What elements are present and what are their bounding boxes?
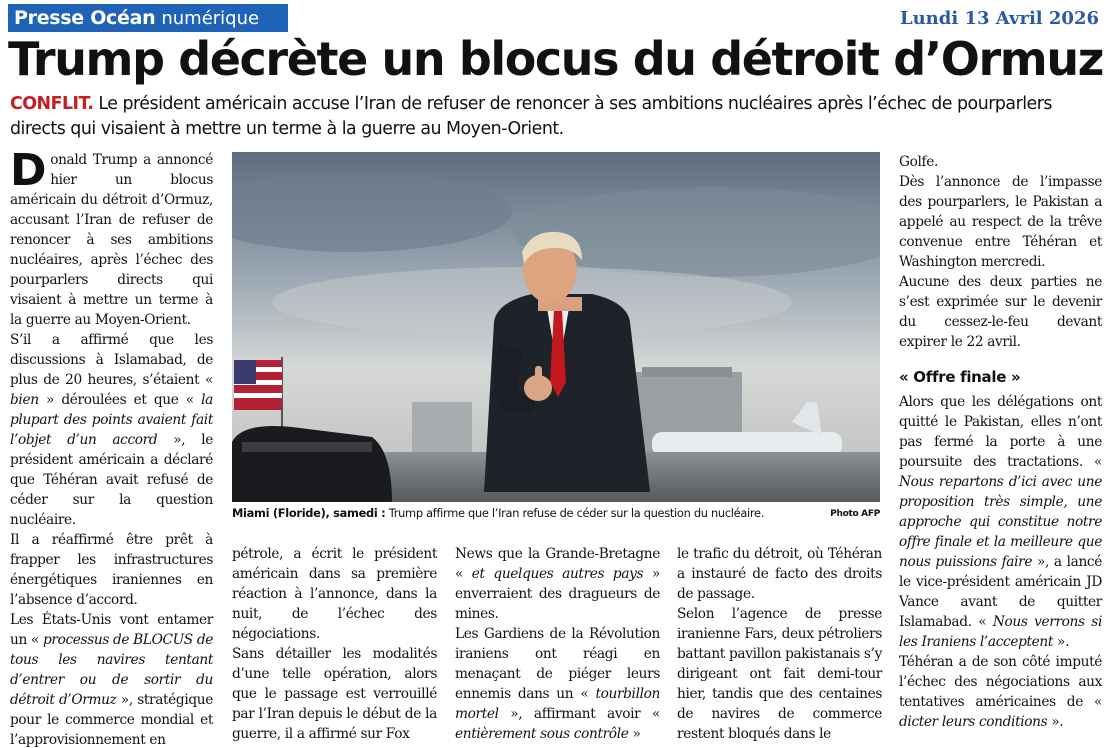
masthead-logo: [8, 4, 288, 32]
paragraph: Golfe.: [899, 154, 938, 170]
caption-text: Trump affirme que l’Iran refuse de céder sur la question du nucléaire.: [385, 506, 765, 520]
dropcap: D: [10, 145, 47, 196]
masthead-brand: Presse Océan: [14, 7, 156, 29]
paragraph: Selon l’agence de presse iranienne Fars, deux pétroliers battant pavillon pakistanais s’y dirigeant ont fait demi-tour hier, tandis que des centaines de navires de commerce restent bloqués dans le: [677, 606, 882, 742]
paragraph: Il a réaffirmé être prêt à frapper les infrastructures énergétiques iraniennes en l’absence d’accord.: [10, 532, 213, 608]
paragraph: Dès l’annonce de l’impasse des pourparlers, le Pakistan a appelé au respect de la trêve convenue entre Téhéran et Washington mercredi.: [899, 174, 1102, 270]
article-photo: [232, 152, 880, 502]
article-column-5: [899, 152, 1102, 732]
photo-caption: [232, 505, 880, 521]
masthead-sub: numérique: [161, 7, 260, 29]
paragraph: Téhéran a de son côté imputé l’échec des négociations aux tentatives américaines de « dicter leurs conditions ».: [899, 654, 1102, 730]
lead-kicker: CONFLIT.: [10, 94, 94, 114]
paragraph: Aucune des deux parties ne s’est exprimée sur le devenir du cessez-le-feu devant expirer le 22 avril.: [899, 274, 1102, 350]
paragraph: News que la Grande-Bretagne « et quelques autres pays » enverraient des dragueurs de mines.: [455, 546, 660, 622]
caption-location: Miami (Floride), samedi :: [232, 506, 386, 520]
lead-text: Le président américain accuse l’Iran de refuser de renoncer à ses ambitions nucléaires après l’échec de pourparlers directs qui visaient à mettre un terme à la guerre au Moyen-Orient.: [10, 94, 1052, 139]
paragraph: Sans détailler les modalités d’une telle opération, alors que le passage est verrouillé par l’Iran depuis le début de la guerre, il a affirmé sur Fox: [232, 646, 437, 742]
paragraph: Les États-Unis vont entamer un « processus de BLOCUS de tous les navires tentant d’entrer ou de sortir du détroit d’Ormuz », stratégique pour le commerce mondial et l’approvisionnement en: [10, 612, 213, 748]
article-column-2: [232, 544, 437, 744]
article-column-1: [10, 145, 213, 748]
paragraph: le trafic du détroit, où Téhéran a instauré de facto des droits de passage.: [677, 546, 882, 602]
paragraph: Donald Trump a annoncé hier un blocus américain du détroit d’Ormuz, accusant l’Iran de refuser de renoncer à ses ambitions nucléaires, après l’échec des pourparlers directs qui visaient à mettre un terme à la guerre au Moyen-Orient.: [10, 145, 213, 328]
headline: Trump décrète un blocus du détroit d’Ormuz: [8, 32, 1104, 86]
section-subhead: « Offre finale »: [899, 368, 1021, 386]
article-column-3: [455, 544, 660, 744]
paragraph: S’il a affirmé que les discussions à Islamabad, de plus de 20 heures, s’étaient « bien » déroulées et que « la plupart des points avaient fait l’objet d’un accord », le président américain a déclaré que Téhéran avait refusé de céder sur la question nucléaire.: [10, 332, 213, 528]
issue-date: Lundi 13 Avril 2026: [899, 8, 1099, 29]
lead-paragraph: [10, 92, 1105, 142]
photo-illustration: [232, 152, 880, 502]
article-column-4: [677, 544, 882, 744]
paragraph: pétrole, a écrit le président américain dans sa première réaction à l’annonce, dans la nuit, de l’échec des négociations.: [232, 546, 437, 642]
paragraph: Les Gardiens de la Révolution iraniens ont réagi en menaçant de piéger leurs ennemis dans un « tourbillon mortel », affirmant avoir « entièrement sous contrôle »: [455, 626, 660, 742]
paragraph: Alors que les délégations ont quitté le Pakistan, elles n’ont pas fermé la porte à une poursuite des tractations. « Nous repartons d’ici avec une proposition très simple, une approche qui constitue notre offre finale et la meilleure que nous puissions faire », a lancé le vice-président américain JD Vance avant de quitter Islamabad. « Nous verrons si les Iraniens l’acceptent ».: [899, 394, 1102, 650]
photo-credit: Photo AFP: [830, 509, 880, 519]
